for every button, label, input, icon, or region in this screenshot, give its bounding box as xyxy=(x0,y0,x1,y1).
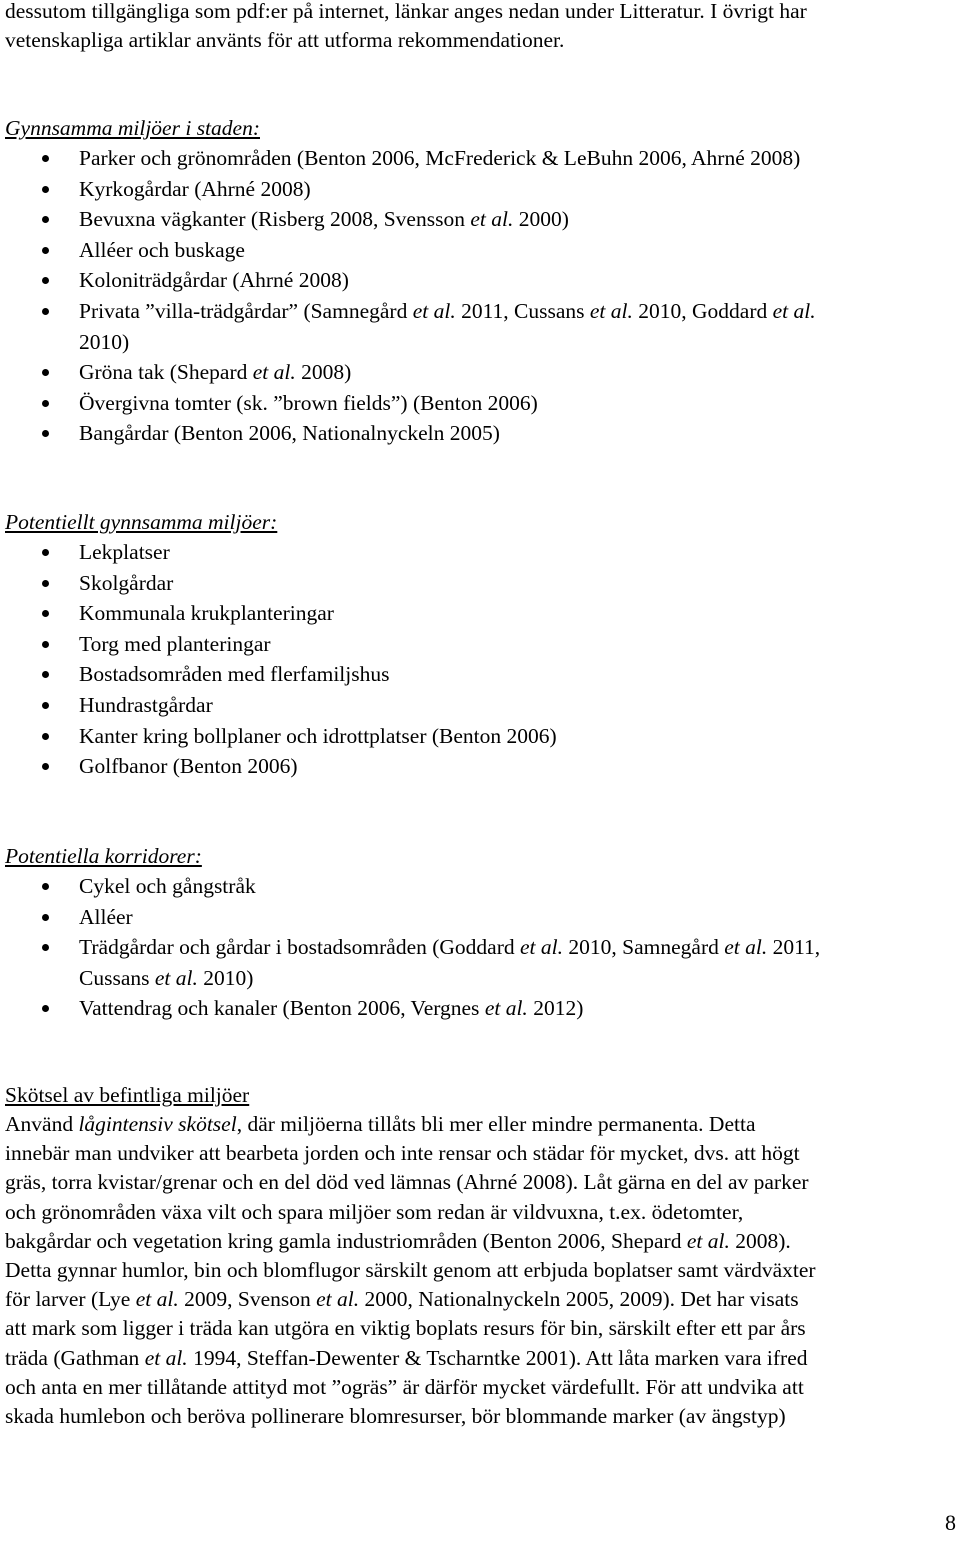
favorable-section xyxy=(5,113,957,449)
text-line: bakgårdar och vegetation kring gamla industriområden (Benton 2006, Shepard et al. 2008). xyxy=(5,1228,791,1253)
list-item-text xyxy=(79,418,957,449)
intro-line: vetenskapliga artiklar använts för att utforma rekommendationer. xyxy=(5,28,565,52)
italic-text: et al. xyxy=(484,996,528,1021)
text-line: Cussans et al. 2010) xyxy=(79,965,254,990)
italic-text: et al. xyxy=(144,1345,188,1370)
list-item-text xyxy=(79,932,957,993)
text-line: Alléer och buskage xyxy=(79,237,245,262)
text-line: Kanter kring bollplaner och idrottplatser (Benton 2006) xyxy=(79,723,557,748)
bullet-icon xyxy=(42,430,49,437)
text-line: träda (Gathman et al. 1994, Steffan-Dewenter & Tscharntke 2001). Att låta marken vara ifred xyxy=(5,1345,808,1370)
bullet-icon xyxy=(42,186,49,193)
text-line: Skolgårdar xyxy=(79,570,174,595)
bullet-icon xyxy=(42,369,49,376)
text-line: Kommunala krukplanteringar xyxy=(79,601,334,626)
list-item xyxy=(5,871,957,902)
bullet-icon xyxy=(42,549,49,556)
text-line: Kyrkogårdar (Ahrné 2008) xyxy=(79,176,311,201)
text-line: Bevuxna vägkanter (Risberg 2008, Svensson et al. 2000) xyxy=(79,207,569,232)
italic-text: et al. xyxy=(316,1287,360,1312)
text-line: Vattendrag och kanaler (Benton 2006, Vergnes et al. 2012) xyxy=(79,996,584,1021)
list-item-text xyxy=(79,629,957,660)
bullet-icon xyxy=(42,610,49,617)
maintenance-paragraph xyxy=(5,1110,957,1431)
bullet-icon xyxy=(42,308,49,315)
text-line: Använd lågintensiv skötsel, där miljöerna tillåts bli mer eller mindre permanenta. Detta xyxy=(5,1112,756,1136)
italic-text: et al. xyxy=(252,360,296,385)
section-heading: Skötsel av befintliga miljöer xyxy=(5,1083,250,1107)
italic-text: et al. xyxy=(470,207,514,232)
bullet-icon xyxy=(42,763,49,770)
text-line: Golfbanor (Benton 2006) xyxy=(79,754,298,779)
text-line: gräs, torra kvistar/grenar och en del död ved lämnas (Ahrné 2008). Låt gärna en del av parker xyxy=(5,1170,809,1195)
list-item xyxy=(5,568,957,599)
italic-text: et al. xyxy=(520,935,564,960)
section-heading: Gynnsamma miljöer i staden: xyxy=(5,116,260,140)
list-item-text xyxy=(79,993,957,1024)
text-line: och anta en mer tillåtande attityd mot ”ogräs” är därför mycket värdefullt. För att undvika att xyxy=(5,1374,804,1399)
section-heading: Potentiellt gynnsamma miljöer: xyxy=(5,510,278,534)
bullet-icon xyxy=(42,277,49,284)
bullet-icon xyxy=(42,216,49,223)
list-item-text xyxy=(79,357,957,388)
text-line: Lekplatser xyxy=(79,540,170,564)
list-item xyxy=(5,143,957,174)
list-item-text xyxy=(79,143,957,174)
list-item xyxy=(5,629,957,660)
list-item xyxy=(5,598,957,629)
favorable-list xyxy=(5,143,957,449)
italic-text: et al. xyxy=(135,1287,179,1312)
list-item xyxy=(5,751,957,782)
corridors-section xyxy=(5,841,957,1024)
bullet-icon xyxy=(42,671,49,678)
list-item xyxy=(5,902,957,933)
bullet-icon xyxy=(42,400,49,407)
italic-text: et al. xyxy=(686,1228,730,1253)
page-number: 8 xyxy=(945,1510,956,1535)
list-item-text xyxy=(79,690,957,721)
corridors-list xyxy=(5,871,957,1024)
list-item xyxy=(5,659,957,690)
list-item-text xyxy=(79,659,957,690)
list-item xyxy=(5,357,957,388)
bullet-icon xyxy=(42,883,49,890)
list-item-text xyxy=(79,871,957,902)
list-item-text xyxy=(79,721,957,752)
list-item xyxy=(5,721,957,752)
potential-list xyxy=(5,537,957,782)
bullet-icon xyxy=(42,944,49,951)
list-item-text xyxy=(79,902,957,933)
text-line: skada humlebon och beröva pollinerare blomresurser, bör blommande marker (av ängstyp) xyxy=(5,1404,786,1429)
text-line: Koloniträdgårdar (Ahrné 2008) xyxy=(79,268,349,293)
list-item-text xyxy=(79,751,957,782)
intro-paragraph xyxy=(5,0,807,55)
list-item xyxy=(5,204,957,235)
text-line: Gröna tak (Shepard et al. 2008) xyxy=(79,360,352,385)
list-item-text xyxy=(79,568,957,599)
text-line: Privata ”villa-trädgårdar” (Samnegård et al. 2011, Cussans et al. 2010, Goddard et al. xyxy=(79,298,816,323)
bullet-icon xyxy=(42,580,49,587)
intro-line: dessutom tillgängliga som pdf:er på internet, länkar anges nedan under Litteratur. I övrigt har xyxy=(5,0,807,23)
list-item-text xyxy=(79,204,957,235)
list-item-text xyxy=(79,388,957,419)
text-line: och grönområden växa vilt och spara miljöer som redan är vildvuxna, t.ex. ödetomter, xyxy=(5,1199,744,1224)
italic-text: et al. xyxy=(589,298,633,323)
text-line: Alléer xyxy=(79,904,133,929)
maintenance-section xyxy=(5,1080,957,1431)
list-item xyxy=(5,993,957,1024)
italic-text: et al. xyxy=(724,935,768,960)
list-item xyxy=(5,418,957,449)
text-line: Torg med planteringar xyxy=(79,631,271,656)
list-item-text xyxy=(79,296,957,357)
bullet-icon xyxy=(42,733,49,740)
text-line: Detta gynnar humlor, bin och blomflugor särskilt genom att erbjuda boplatser samt värdväxter xyxy=(5,1258,816,1283)
text-line: Parker och grönområden (Benton 2006, McFrederick & LeBuhn 2006, Ahrné 2008) xyxy=(79,146,801,170)
list-item xyxy=(5,932,957,993)
list-item-text xyxy=(79,174,957,205)
list-item xyxy=(5,235,957,266)
bullet-icon xyxy=(42,247,49,254)
list-item xyxy=(5,537,957,568)
text-line: Bostadsområden med flerfamiljshus xyxy=(79,662,390,687)
list-item xyxy=(5,265,957,296)
list-item xyxy=(5,296,957,357)
text-line: Trädgårdar och gårdar i bostadsområden (Goddard et al. 2010, Samnegård et al. 2011, xyxy=(79,935,821,960)
italic-text: lågintensiv skötsel xyxy=(78,1112,237,1136)
italic-text: et al. xyxy=(412,298,456,323)
bullet-icon xyxy=(42,155,49,162)
list-item-text xyxy=(79,537,957,568)
list-item xyxy=(5,690,957,721)
text-line: innebär man undviker att bearbeta jorden och inte rensar och städar för mycket, dvs. att högt xyxy=(5,1141,800,1166)
section-heading: Potentiella korridorer: xyxy=(5,844,202,868)
italic-text: et al. xyxy=(154,965,198,990)
bullet-icon xyxy=(42,1005,49,1012)
text-line: Övergivna tomter (sk. ”brown fields”) (Benton 2006) xyxy=(79,390,538,415)
list-item-text xyxy=(79,235,957,266)
text-line: att mark som ligger i träda kan utgöra en viktig boplats resurs för bin, särskilt efter ett par års xyxy=(5,1316,806,1341)
list-item-text xyxy=(79,598,957,629)
bullet-icon xyxy=(42,641,49,648)
list-item xyxy=(5,388,957,419)
potential-section xyxy=(5,507,957,782)
text-line: 2010) xyxy=(79,329,130,354)
bullet-icon xyxy=(42,914,49,921)
text-line: Bangårdar (Benton 2006, Nationalnyckeln 2005) xyxy=(79,421,500,446)
text-line: för larver (Lye et al. 2009, Svenson et al. 2000, Nationalnyckeln 2005, 2009). Det har visats xyxy=(5,1287,799,1312)
text-line: Cykel och gångstråk xyxy=(79,874,256,898)
bullet-icon xyxy=(42,702,49,709)
list-item-text xyxy=(79,265,957,296)
list-item xyxy=(5,174,957,205)
italic-text: et al. xyxy=(772,298,816,323)
text-line: Hundrastgårdar xyxy=(79,692,213,717)
